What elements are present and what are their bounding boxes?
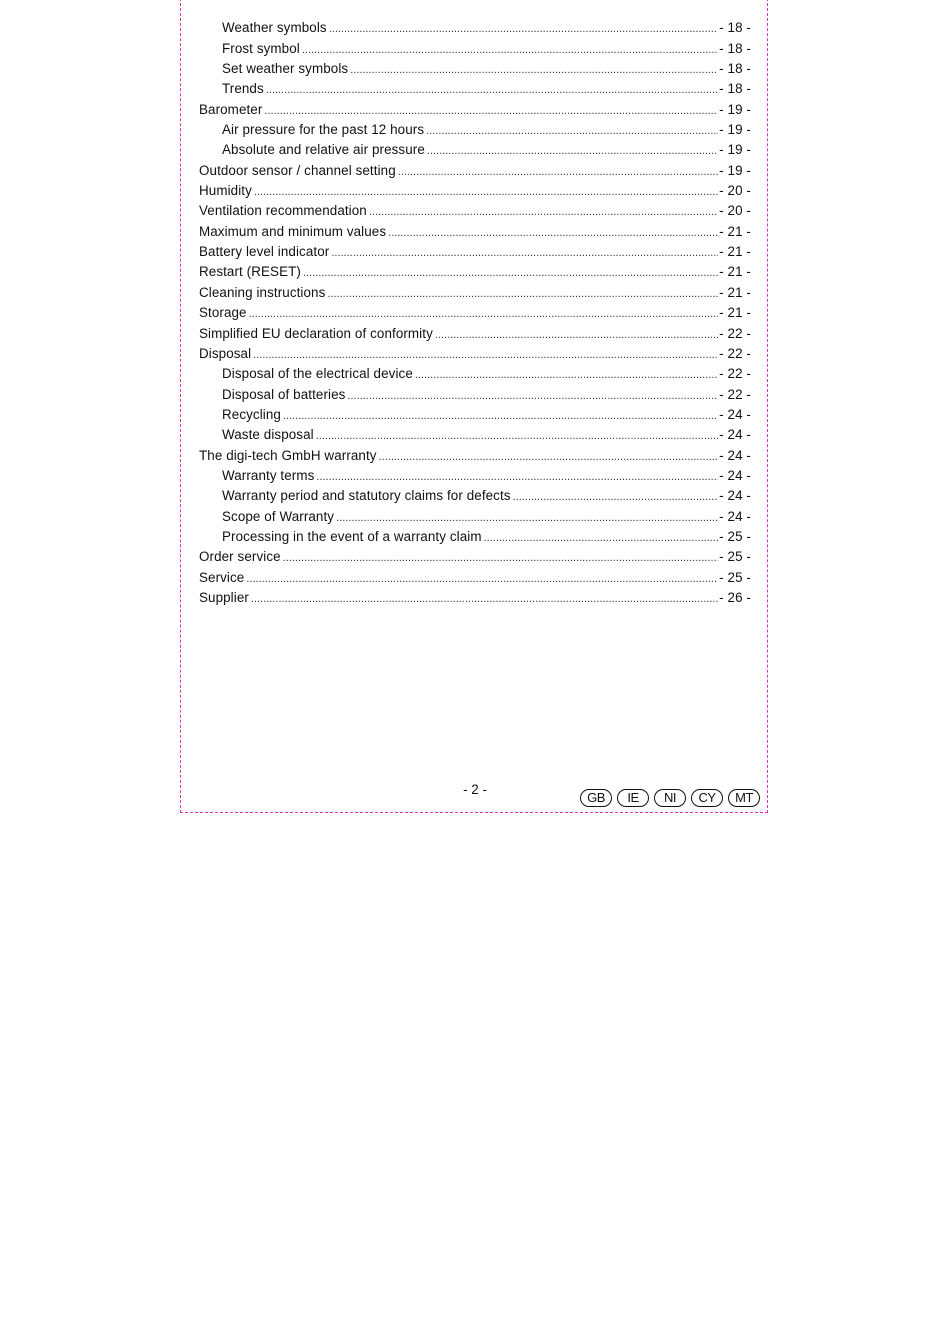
country-badge-gb: GB — [580, 789, 612, 807]
toc-entry-page: - 18 - — [719, 61, 751, 77]
toc-dot-leader — [316, 466, 718, 486]
toc-dot-leader — [327, 283, 718, 303]
toc-dot-leader — [426, 120, 718, 140]
toc-entry-title: Maximum and minimum values — [199, 223, 387, 239]
toc-entry-title: Weather symbols — [222, 20, 327, 36]
toc-dot-leader — [388, 222, 718, 242]
country-badge-mt: MT — [728, 789, 760, 807]
toc-entry-page: - 22 - — [719, 366, 751, 382]
toc-entry-title: Barometer — [199, 101, 263, 117]
toc-dot-leader — [369, 201, 718, 221]
toc-entry[interactable] — [199, 364, 751, 384]
toc-dot-leader — [251, 588, 718, 608]
toc-dot-leader — [254, 181, 718, 201]
toc-entry-page: - 26 - — [719, 589, 751, 605]
toc-entry[interactable] — [199, 303, 751, 323]
toc-entry[interactable] — [199, 18, 751, 38]
toc-dot-leader — [264, 100, 718, 120]
toc-entry-page: - 18 - — [719, 20, 751, 36]
toc-entry[interactable] — [199, 547, 751, 567]
toc-dot-leader — [331, 242, 718, 262]
toc-entry-page: - 22 - — [719, 345, 751, 361]
toc-entry[interactable] — [199, 181, 751, 201]
toc-entry-title: The digi-tech GmbH warranty — [199, 447, 377, 463]
toc-entry-title: Warranty terms — [222, 467, 315, 483]
toc-dot-leader — [302, 39, 718, 59]
toc-dot-leader — [283, 547, 718, 567]
toc-entry-page: - 22 - — [719, 386, 751, 402]
toc-dot-leader — [329, 18, 718, 38]
country-badge-cy: CY — [691, 789, 723, 807]
toc-entry-page: - 21 - — [719, 244, 751, 260]
toc-entry-page: - 21 - — [719, 223, 751, 239]
toc-entry[interactable] — [199, 99, 751, 119]
table-of-contents — [199, 18, 751, 608]
toc-entry-title: Set weather symbols — [222, 61, 349, 77]
toc-dot-leader — [253, 344, 718, 364]
toc-entry[interactable] — [199, 262, 751, 282]
toc-entry[interactable] — [199, 201, 751, 221]
toc-entry-title: Frost symbol — [222, 40, 300, 56]
toc-entry[interactable] — [199, 120, 751, 140]
toc-entry-title: Disposal of batteries — [222, 386, 346, 402]
toc-entry-page: - 18 - — [719, 81, 751, 97]
toc-entry-title: Warranty period and statutory claims for defects — [222, 488, 511, 504]
toc-dot-leader — [415, 364, 718, 384]
toc-dot-leader — [379, 446, 719, 466]
toc-entry[interactable] — [199, 242, 751, 262]
toc-entry-page: - 19 - — [719, 142, 751, 158]
toc-dot-leader — [249, 303, 719, 323]
toc-entry-title: Ventilation recommendation — [199, 203, 367, 219]
toc-entry-title: Absolute and relative air pressure — [222, 142, 425, 158]
toc-entry-page: - 19 - — [719, 122, 751, 138]
toc-entry[interactable] — [199, 79, 751, 99]
toc-dot-leader — [283, 405, 718, 425]
country-codes — [580, 789, 760, 807]
toc-entry-page: - 25 - — [719, 549, 751, 565]
toc-entry[interactable] — [199, 160, 751, 180]
toc-entry[interactable] — [199, 384, 751, 404]
toc-entry-title: Storage — [199, 305, 247, 321]
toc-entry[interactable] — [199, 486, 751, 506]
toc-entry-page: - 24 - — [719, 488, 751, 504]
toc-entry[interactable] — [199, 140, 751, 160]
toc-entry[interactable] — [199, 405, 751, 425]
toc-entry-page: - 20 - — [719, 183, 751, 199]
toc-dot-leader — [303, 262, 718, 282]
toc-entry-title: Air pressure for the past 12 hours — [222, 122, 425, 138]
toc-entry-title: Disposal of the electrical device — [222, 366, 413, 382]
toc-entry-title: Recycling — [222, 406, 281, 422]
toc-entry[interactable] — [199, 59, 751, 79]
toc-entry-page: - 24 - — [719, 447, 751, 463]
toc-entry-title: Outdoor sensor / channel setting — [199, 162, 396, 178]
toc-dot-leader — [398, 161, 718, 181]
toc-entry-page: - 25 - — [719, 569, 751, 585]
toc-entry-page: - 21 - — [719, 264, 751, 280]
toc-entry[interactable] — [199, 282, 751, 302]
toc-entry-title: Humidity — [199, 183, 252, 199]
toc-entry-title: Cleaning instructions — [199, 284, 326, 300]
toc-dot-leader — [484, 527, 719, 547]
toc-entry[interactable] — [199, 506, 751, 526]
toc-entry-page: - 21 - — [719, 284, 751, 300]
toc-entry[interactable] — [199, 38, 751, 58]
toc-entry-title: Simplified EU declaration of conformity — [199, 325, 433, 341]
toc-entry-title: Battery level indicator — [199, 244, 330, 260]
page-number: - 2 - — [463, 782, 487, 797]
toc-dot-leader — [435, 324, 718, 344]
toc-entry-title: Processing in the event of a warranty claim — [222, 528, 482, 544]
toc-dot-leader — [350, 59, 718, 79]
toc-entry-title: Supplier — [199, 589, 249, 605]
toc-dot-leader — [347, 385, 718, 405]
toc-entry-page: - 25 - — [719, 528, 751, 544]
toc-entry-page: - 19 - — [719, 101, 751, 117]
toc-entry-title: Order service — [199, 549, 281, 565]
toc-entry-page: - 24 - — [719, 508, 751, 524]
toc-entry-page: - 21 - — [719, 305, 751, 321]
toc-entry-page: - 18 - — [719, 40, 751, 56]
toc-entry[interactable] — [199, 425, 751, 445]
toc-entry-page: - 22 - — [719, 325, 751, 341]
country-badge-ni: NI — [654, 789, 686, 807]
country-badge-ie: IE — [617, 789, 649, 807]
toc-entry-page: - 20 - — [719, 203, 751, 219]
toc-entry-title: Service — [199, 569, 245, 585]
toc-dot-leader — [427, 140, 718, 160]
toc-entry-page: - 19 - — [719, 162, 751, 178]
toc-entry[interactable] — [199, 588, 751, 608]
toc-entry[interactable] — [199, 221, 751, 241]
toc-entry[interactable] — [199, 344, 751, 364]
toc-entry-title: Disposal — [199, 345, 252, 361]
toc-entry[interactable] — [199, 445, 751, 465]
toc-dot-leader — [266, 79, 718, 99]
toc-entry-page: - 24 - — [719, 406, 751, 422]
toc-dot-leader — [513, 486, 719, 506]
toc-entry[interactable] — [199, 323, 751, 343]
toc-dot-leader — [316, 425, 718, 445]
toc-entry[interactable] — [199, 527, 751, 547]
toc-entry-page: - 24 - — [719, 427, 751, 443]
toc-entry-page: - 24 - — [719, 467, 751, 483]
toc-entry-title: Scope of Warranty — [222, 508, 335, 524]
toc-entry-title: Trends — [222, 81, 264, 97]
toc-entry[interactable] — [199, 466, 751, 486]
toc-entry-title: Waste disposal — [222, 427, 314, 443]
toc-dot-leader — [336, 507, 718, 527]
toc-entry-title: Restart (RESET) — [199, 264, 301, 280]
toc-entry[interactable] — [199, 567, 751, 587]
toc-dot-leader — [246, 568, 718, 588]
